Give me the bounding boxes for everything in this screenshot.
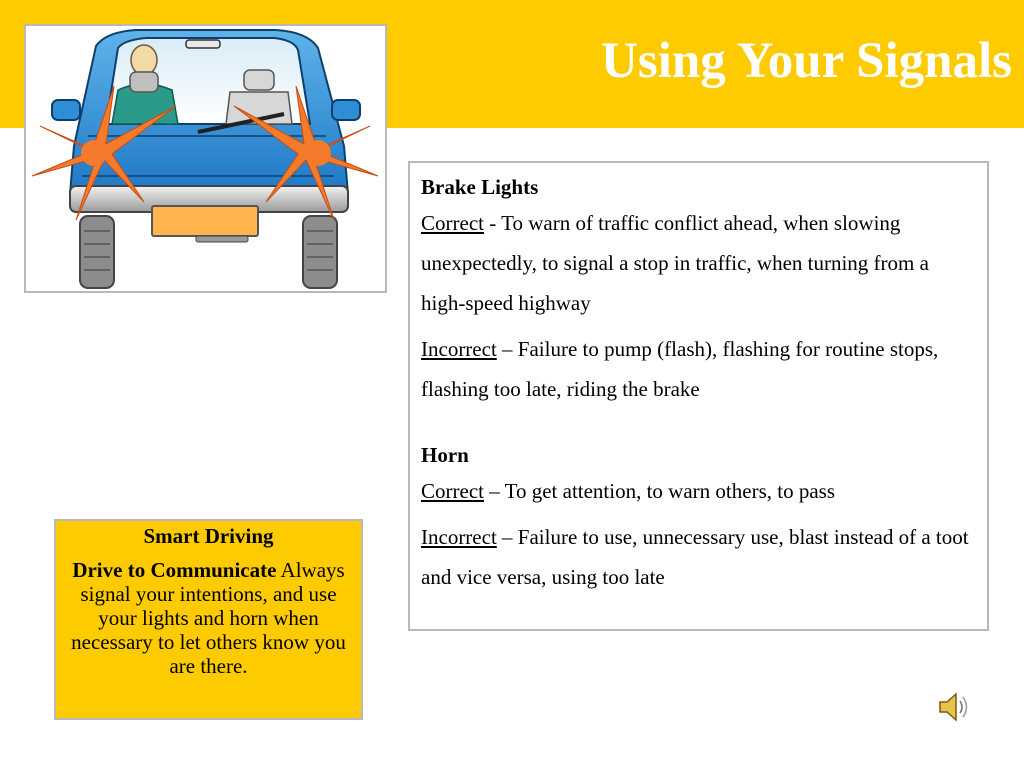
brake-lights-correct-text: - To warn of traffic conflict ahead, when slowing unexpectedly, to signal a stop in traffic, when turning from a high-speed highway	[421, 211, 929, 315]
horn-incorrect	[421, 517, 977, 597]
horn-incorrect-text: – Failure to use, unnecessary use, blast instead of a toot and vice versa, using too late	[421, 525, 969, 589]
smart-driving-callout	[54, 519, 363, 720]
horn-heading: Horn	[421, 443, 469, 467]
smart-driving-title: Smart Driving	[143, 524, 274, 548]
smart-driving-subtitle: Drive to Communicate	[72, 558, 277, 582]
brake-lights-incorrect-label: Incorrect	[421, 337, 497, 361]
brake-lights-incorrect	[421, 329, 977, 409]
car-rear-signals-illustration	[26, 26, 385, 291]
smart-driving-body	[70, 558, 347, 678]
brake-lights-heading: Brake Lights	[421, 175, 539, 199]
horn-correct-text: – To get attention, to warn others, to pass	[483, 479, 835, 503]
horn-incorrect-label: Incorrect	[421, 525, 497, 549]
smart-driving-text: Always signal your intentions, and use your lights and horn when necessary to let others know you are there.	[71, 558, 346, 678]
horn-correct-label: Correct	[421, 479, 484, 503]
speaker-icon[interactable]	[936, 689, 972, 725]
signals-info-panel	[408, 161, 989, 631]
horn-correct	[421, 471, 977, 511]
car-illustration-frame	[24, 24, 387, 293]
section-spacer	[421, 415, 977, 441]
brake-lights-correct	[421, 203, 977, 323]
brake-lights-incorrect-text: – Failure to pump (flash), flashing for routine stops, flashing too late, riding the brake	[421, 337, 939, 401]
brake-lights-correct-label: Correct	[421, 211, 484, 235]
slide-title: Using Your Signals	[601, 33, 1012, 89]
